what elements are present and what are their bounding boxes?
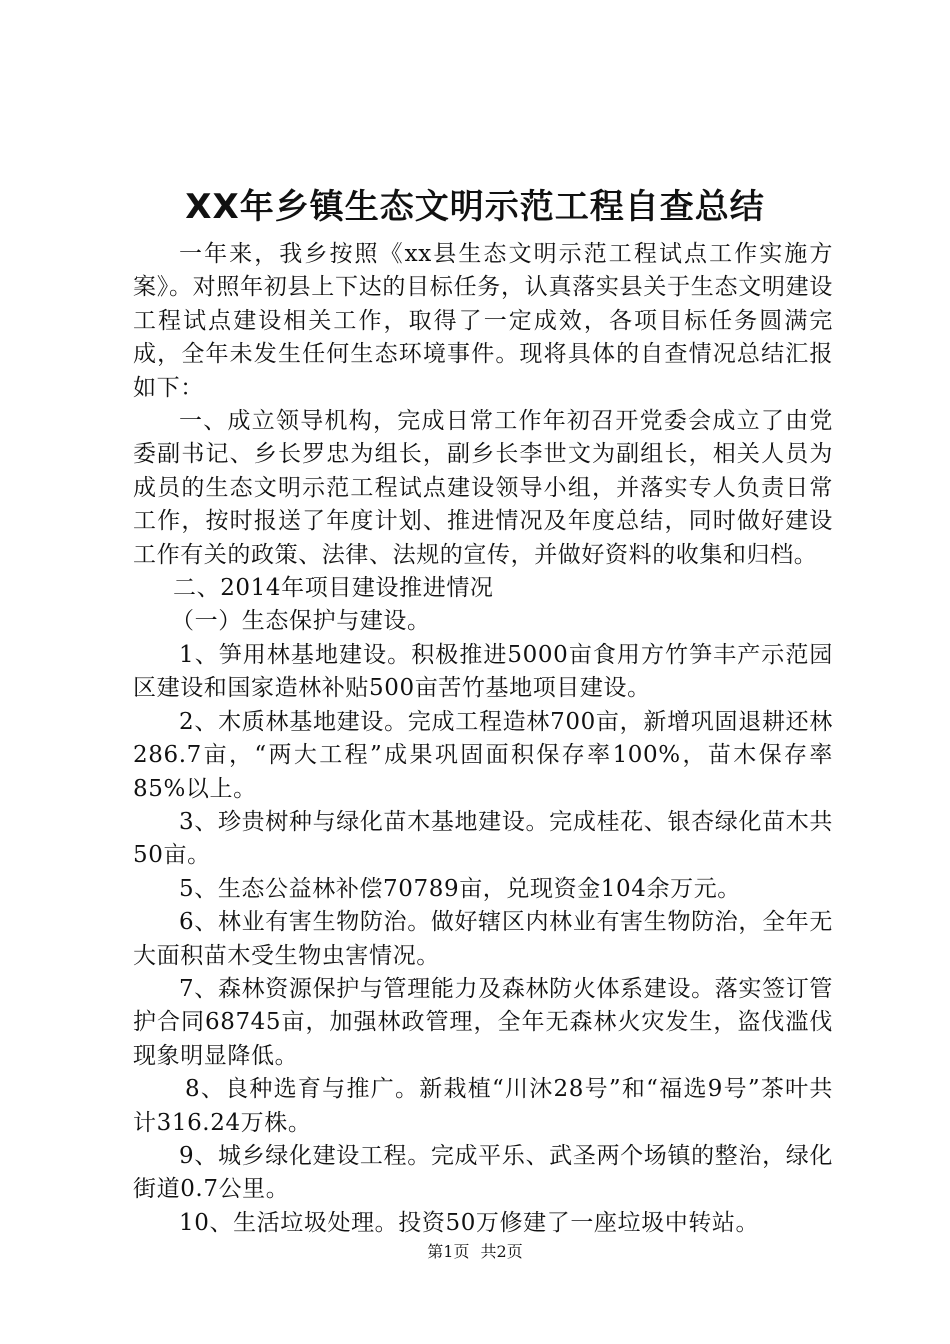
paragraph-subsection-heading: （一）生态保护与建设。 <box>171 608 431 635</box>
page-number-total: 共2页 <box>480 1242 523 1261</box>
paragraph-section-1: 一、成立领导机构，完成日常工作年初召开党委会成立了由党委副书记、乡长罗忠为组长，副乡长李世文为副组长，相关人员为成员的生态文明示范工程试点建设领导小组，并落实专人负责日常工作，按时报送了年度计划、推进情况及年度总结，同时做好建设工作有关的政策、法律、法规的宣传，并做好资料的收集和归档。 <box>133 408 833 568</box>
paragraph-intro: 一年来，我乡按照《xx县生态文明示范工程试点工作实施方案》。对照年初县上下达的目标任务，认真落实县关于生态文明建设工程试点建设相关工作，取得了一定成效，各项目标任务圆满完成，全年未发生任何生态环境事件。现将具体的自查情况总结汇报如下： <box>133 241 833 401</box>
paragraph-item-9: 9、城乡绿化建设工程。完成平乐、武圣两个场镇的整治，绿化街道0.7公里。 <box>133 1142 833 1203</box>
document-title: XX年乡镇生态文明示范工程自查总结 <box>185 187 765 227</box>
paragraph-item-8: 8、良种选育与推广。新栽植“川沐28号”和“福选9号”茶叶共计316.24万株。 <box>133 1076 833 1136</box>
paragraph-item-2: 2、木质林基地建设。完成工程造林700亩，新增巩固退耕还林286.7亩，“两大工程”成果巩固面积保存率100%，苗木保存率85%以上。 <box>133 708 833 802</box>
page-footer <box>0 1241 950 1263</box>
paragraph-item-6: 6、林业有害生物防治。做好辖区内林业有害生物防治，全年无大面积苗木受生物虫害情况。 <box>133 909 833 969</box>
paragraph-item-5: 5、生态公益林补偿70789亩，兑现资金104余万元。 <box>179 875 741 902</box>
page-number-current: 第1页 <box>427 1242 470 1261</box>
paragraph-item-3: 3、珍贵树种与绿化苗木基地建设。完成桂花、银杏绿化苗木共50亩。 <box>133 808 833 869</box>
paragraph-item-10: 10、生活垃圾处理。投资50万修建了一座垃圾中转站。 <box>179 1209 760 1236</box>
paragraph-item-1: 1、笋用林基地建设。积极推进5000亩食用方竹笋丰产示范园区建设和国家造林补贴500亩苦竹基地项目建设。 <box>133 641 833 702</box>
paragraph-section-2-heading: 二、2014年项目建设推进情况 <box>173 575 494 602</box>
document-body <box>133 238 833 1240</box>
paragraph-item-7: 7、森林资源保护与管理能力及森林防火体系建设。落实签订管护合同68745亩，加强林政管理，全年无森林火灾发生，盗伐滥伐现象明显降低。 <box>133 975 833 1069</box>
